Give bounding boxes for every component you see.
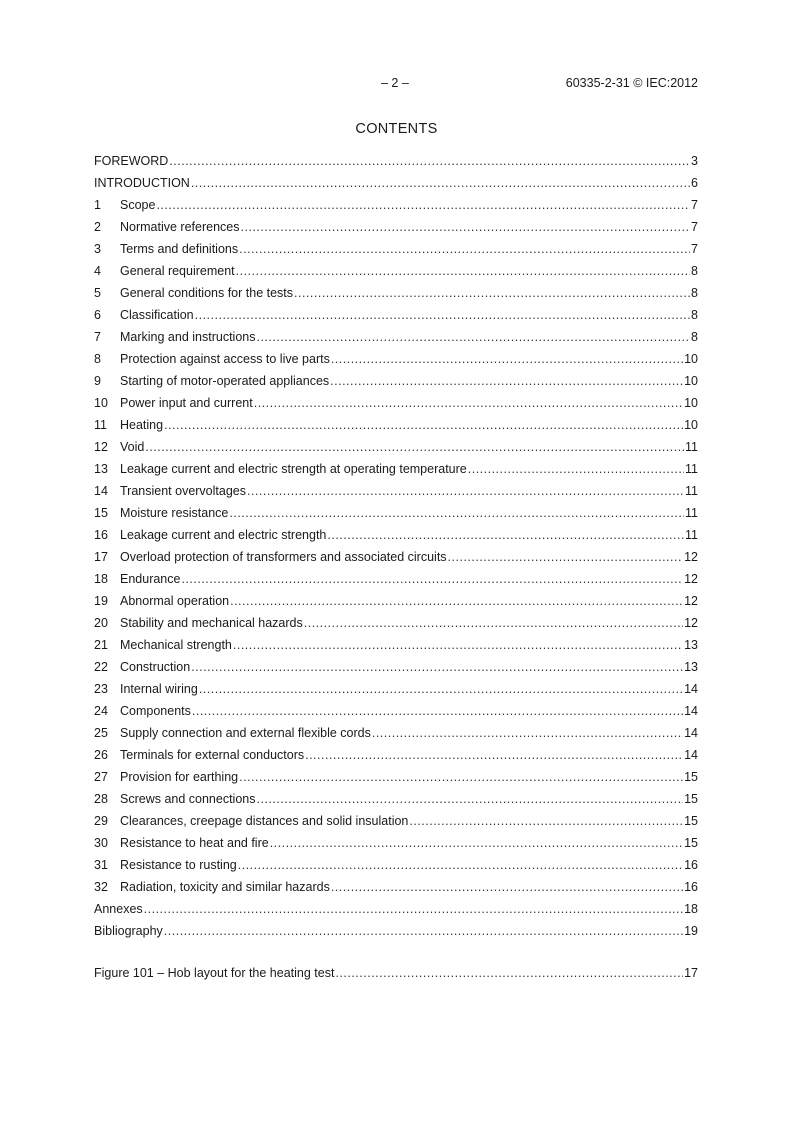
toc-entry-number: 9 (94, 374, 101, 388)
dot-leader (241, 216, 691, 238)
dot-leader (335, 962, 683, 984)
figures-entry[interactable] (94, 962, 698, 984)
dot-leader (233, 634, 683, 656)
toc-entry-page: 14 (684, 726, 698, 740)
dot-leader (305, 744, 683, 766)
dot-leader (199, 678, 683, 700)
toc-entry-page: 14 (684, 682, 698, 696)
toc-entry-page: 10 (684, 374, 698, 388)
figures-entry-page: 17 (684, 966, 698, 980)
toc-entry[interactable] (94, 546, 698, 568)
toc-entry-number: 8 (94, 352, 101, 366)
toc-entry[interactable] (94, 766, 698, 788)
toc-entry-title: Radiation, toxicity and similar hazards (120, 880, 330, 894)
toc-entry-title: Construction (120, 660, 191, 674)
dot-leader (230, 590, 683, 612)
toc-entry-number: 6 (94, 308, 101, 322)
dot-leader (156, 194, 690, 216)
toc-entry-title: Overload protection of transformers and associated circuits (120, 550, 447, 564)
toc-entry-number: 3 (94, 242, 101, 256)
toc-entry-page: 14 (684, 748, 698, 762)
toc-entry-page: 15 (684, 836, 698, 850)
dot-leader (330, 370, 683, 392)
toc-entry-page: 16 (684, 858, 698, 872)
toc-entry-page: 11 (685, 528, 698, 542)
toc-entry[interactable] (94, 590, 698, 612)
toc-entry-page: 7 (691, 242, 698, 256)
toc-entry-title: General conditions for the tests (120, 286, 294, 300)
toc-entry[interactable] (94, 898, 698, 920)
toc-entry-title: Marking and instructions (120, 330, 256, 344)
toc-entry-title: Components (120, 704, 191, 718)
toc-entry-page: 8 (691, 330, 698, 344)
toc-entry-title: Screws and connections (120, 792, 256, 806)
list-of-figures (94, 962, 698, 984)
toc-entry-number: 1 (94, 198, 101, 212)
toc-entry[interactable] (94, 436, 698, 458)
toc-entry-page: 11 (685, 484, 698, 498)
toc-entry-title: Protection against access to live parts (120, 352, 330, 366)
toc-entry-title: Leakage current and electric strength (120, 528, 327, 542)
toc-entry-title: Supply connection and external flexible cords (120, 726, 371, 740)
toc-entry-page: 6 (691, 176, 698, 190)
toc-entry[interactable] (94, 216, 698, 238)
toc-entry[interactable] (94, 414, 698, 436)
dot-leader (409, 810, 683, 832)
dot-leader (257, 788, 684, 810)
toc-entry[interactable] (94, 656, 698, 678)
toc-entry[interactable] (94, 304, 698, 326)
document-reference: 60335-2-31 © IEC:2012 (565, 76, 698, 90)
toc-entry[interactable] (94, 326, 698, 348)
toc-entry-page: 8 (691, 308, 698, 322)
toc-entry[interactable] (94, 172, 698, 194)
toc-entry-number: 18 (94, 572, 108, 586)
toc-entry-title: Terminals for external conductors (120, 748, 305, 762)
toc-entry-title: Resistance to heat and fire (120, 836, 269, 850)
toc-entry[interactable] (94, 150, 698, 172)
toc-entry-page: 11 (685, 440, 698, 454)
toc-entry[interactable] (94, 854, 698, 876)
page-header (0, 76, 793, 92)
toc-entry-number: 10 (94, 396, 108, 410)
dot-leader (169, 150, 690, 172)
dot-leader (191, 656, 683, 678)
toc-entry-page: 12 (684, 594, 698, 608)
toc-entry-title: FOREWORD (94, 154, 169, 168)
toc-entry-page: 15 (684, 792, 698, 806)
toc-entry-title: Stability and mechanical hazards (120, 616, 303, 630)
toc-entry[interactable] (94, 502, 698, 524)
toc-entry-title: Transient overvoltages (120, 484, 246, 498)
toc-entry-page: 3 (691, 154, 698, 168)
figures-entry-title: Figure 101 – Hob layout for the heating test (94, 966, 335, 980)
dot-leader (229, 502, 684, 524)
dot-leader (468, 458, 684, 480)
dot-leader (239, 238, 690, 260)
toc-entry-title: Moisture resistance (120, 506, 229, 520)
toc-entry-title: Classification (120, 308, 194, 322)
toc-entry[interactable] (94, 348, 698, 370)
dot-leader (327, 524, 684, 546)
toc-entry-title: Scope (120, 198, 156, 212)
toc-entry-title: Heating (120, 418, 164, 432)
toc-entry-number: 16 (94, 528, 108, 542)
toc-entry-title: Annexes (94, 902, 143, 916)
toc-entry[interactable] (94, 788, 698, 810)
toc-entry-page: 15 (684, 770, 698, 784)
toc-entry-title: Terms and definitions (120, 242, 239, 256)
dot-leader (256, 326, 690, 348)
toc-entry-title: Power input and current (120, 396, 253, 410)
toc-entry[interactable] (94, 260, 698, 282)
toc-entry-number: 17 (94, 550, 108, 564)
toc-entry-number: 5 (94, 286, 101, 300)
toc-entry-number: 23 (94, 682, 108, 696)
dot-leader (144, 898, 683, 920)
dot-leader (145, 436, 684, 458)
toc-entry-number: 12 (94, 440, 108, 454)
toc-entry-number: 20 (94, 616, 108, 630)
toc-entry[interactable] (94, 524, 698, 546)
dot-leader (191, 172, 690, 194)
toc-entry-page: 16 (684, 880, 698, 894)
dot-leader (304, 612, 683, 634)
toc-entry[interactable] (94, 238, 698, 260)
dot-leader (372, 722, 683, 744)
dot-leader (181, 568, 683, 590)
toc-entry-page: 12 (684, 550, 698, 564)
dot-leader (331, 876, 683, 898)
toc-entry-page: 12 (684, 616, 698, 630)
dot-leader (448, 546, 684, 568)
toc-entry-page: 7 (691, 220, 698, 234)
toc-entry-page: 15 (684, 814, 698, 828)
toc-entry-number: 28 (94, 792, 108, 806)
toc-entry-title: Bibliography (94, 924, 163, 938)
toc-entry-page: 8 (691, 264, 698, 278)
toc-entry[interactable] (94, 612, 698, 634)
toc-entry-number: 7 (94, 330, 101, 344)
toc-entry-number: 2 (94, 220, 101, 234)
toc-entry[interactable] (94, 722, 698, 744)
toc-entry-number: 30 (94, 836, 108, 850)
toc-entry[interactable] (94, 744, 698, 766)
toc-entry-page: 11 (685, 506, 698, 520)
toc-entry-page: 10 (684, 396, 698, 410)
toc-entry[interactable] (94, 370, 698, 392)
dot-leader (164, 920, 683, 942)
toc-entry-title: INTRODUCTION (94, 176, 190, 190)
toc-entry-number: 26 (94, 748, 108, 762)
toc-entry-number: 4 (94, 264, 101, 278)
toc-entry-page: 13 (684, 660, 698, 674)
toc-entry-page: 10 (684, 418, 698, 432)
dot-leader (238, 854, 683, 876)
toc-entry-page: 18 (684, 902, 698, 916)
dot-leader (294, 282, 690, 304)
dot-leader (239, 766, 683, 788)
toc-entry-title: Clearances, creepage distances and solid insulation (120, 814, 409, 828)
toc-entry-title: Provision for earthing (120, 770, 239, 784)
toc-entry-page: 19 (684, 924, 698, 938)
toc-entry-page: 12 (684, 572, 698, 586)
toc-entry-title: Endurance (120, 572, 181, 586)
table-of-contents (94, 150, 698, 942)
toc-entry-title: Normative references (120, 220, 240, 234)
toc-entry-title: Resistance to rusting (120, 858, 237, 872)
dot-leader (195, 304, 690, 326)
toc-entry-title: Mechanical strength (120, 638, 232, 652)
dot-leader (247, 480, 684, 502)
toc-entry-title: Void (120, 440, 145, 454)
toc-entry[interactable] (94, 194, 698, 216)
contents-heading: CONTENTS (355, 121, 438, 137)
toc-entry[interactable] (94, 700, 698, 722)
toc-entry-page: 13 (684, 638, 698, 652)
dot-leader (270, 832, 683, 854)
toc-entry-title: General requirement (120, 264, 235, 278)
toc-entry-title: Abnormal operation (120, 594, 230, 608)
toc-entry-number: 31 (94, 858, 108, 872)
page-number: – 2 – (381, 76, 409, 90)
dot-leader (192, 700, 683, 722)
toc-entry-number: 13 (94, 462, 108, 476)
toc-entry-page: 7 (691, 198, 698, 212)
dot-leader (331, 348, 683, 370)
toc-entry[interactable] (94, 634, 698, 656)
toc-entry[interactable] (94, 678, 698, 700)
toc-entry[interactable] (94, 458, 698, 480)
dot-leader (236, 260, 690, 282)
toc-entry[interactable] (94, 480, 698, 502)
toc-entry[interactable] (94, 392, 698, 414)
toc-entry-number: 21 (94, 638, 108, 652)
toc-entry-number: 15 (94, 506, 108, 520)
toc-entry-number: 29 (94, 814, 108, 828)
toc-entry-page: 11 (685, 462, 698, 476)
toc-entry[interactable] (94, 282, 698, 304)
toc-entry-number: 14 (94, 484, 108, 498)
toc-entry[interactable] (94, 832, 698, 854)
toc-entry-page: 10 (684, 352, 698, 366)
toc-entry-number: 24 (94, 704, 108, 718)
toc-entry-title: Leakage current and electric strength at operating temperature (120, 462, 467, 476)
toc-entry[interactable] (94, 920, 698, 942)
toc-entry-title: Internal wiring (120, 682, 198, 696)
toc-entry[interactable] (94, 876, 698, 898)
toc-entry-number: 22 (94, 660, 108, 674)
toc-entry-number: 27 (94, 770, 108, 784)
dot-leader (254, 392, 683, 414)
toc-entry-number: 11 (94, 418, 107, 432)
toc-entry[interactable] (94, 568, 698, 590)
toc-entry[interactable] (94, 810, 698, 832)
toc-entry-page: 14 (684, 704, 698, 718)
toc-entry-number: 25 (94, 726, 108, 740)
toc-entry-page: 8 (691, 286, 698, 300)
dot-leader (164, 414, 683, 436)
toc-entry-number: 32 (94, 880, 108, 894)
toc-entry-number: 19 (94, 594, 108, 608)
toc-entry-title: Starting of motor-operated appliances (120, 374, 330, 388)
